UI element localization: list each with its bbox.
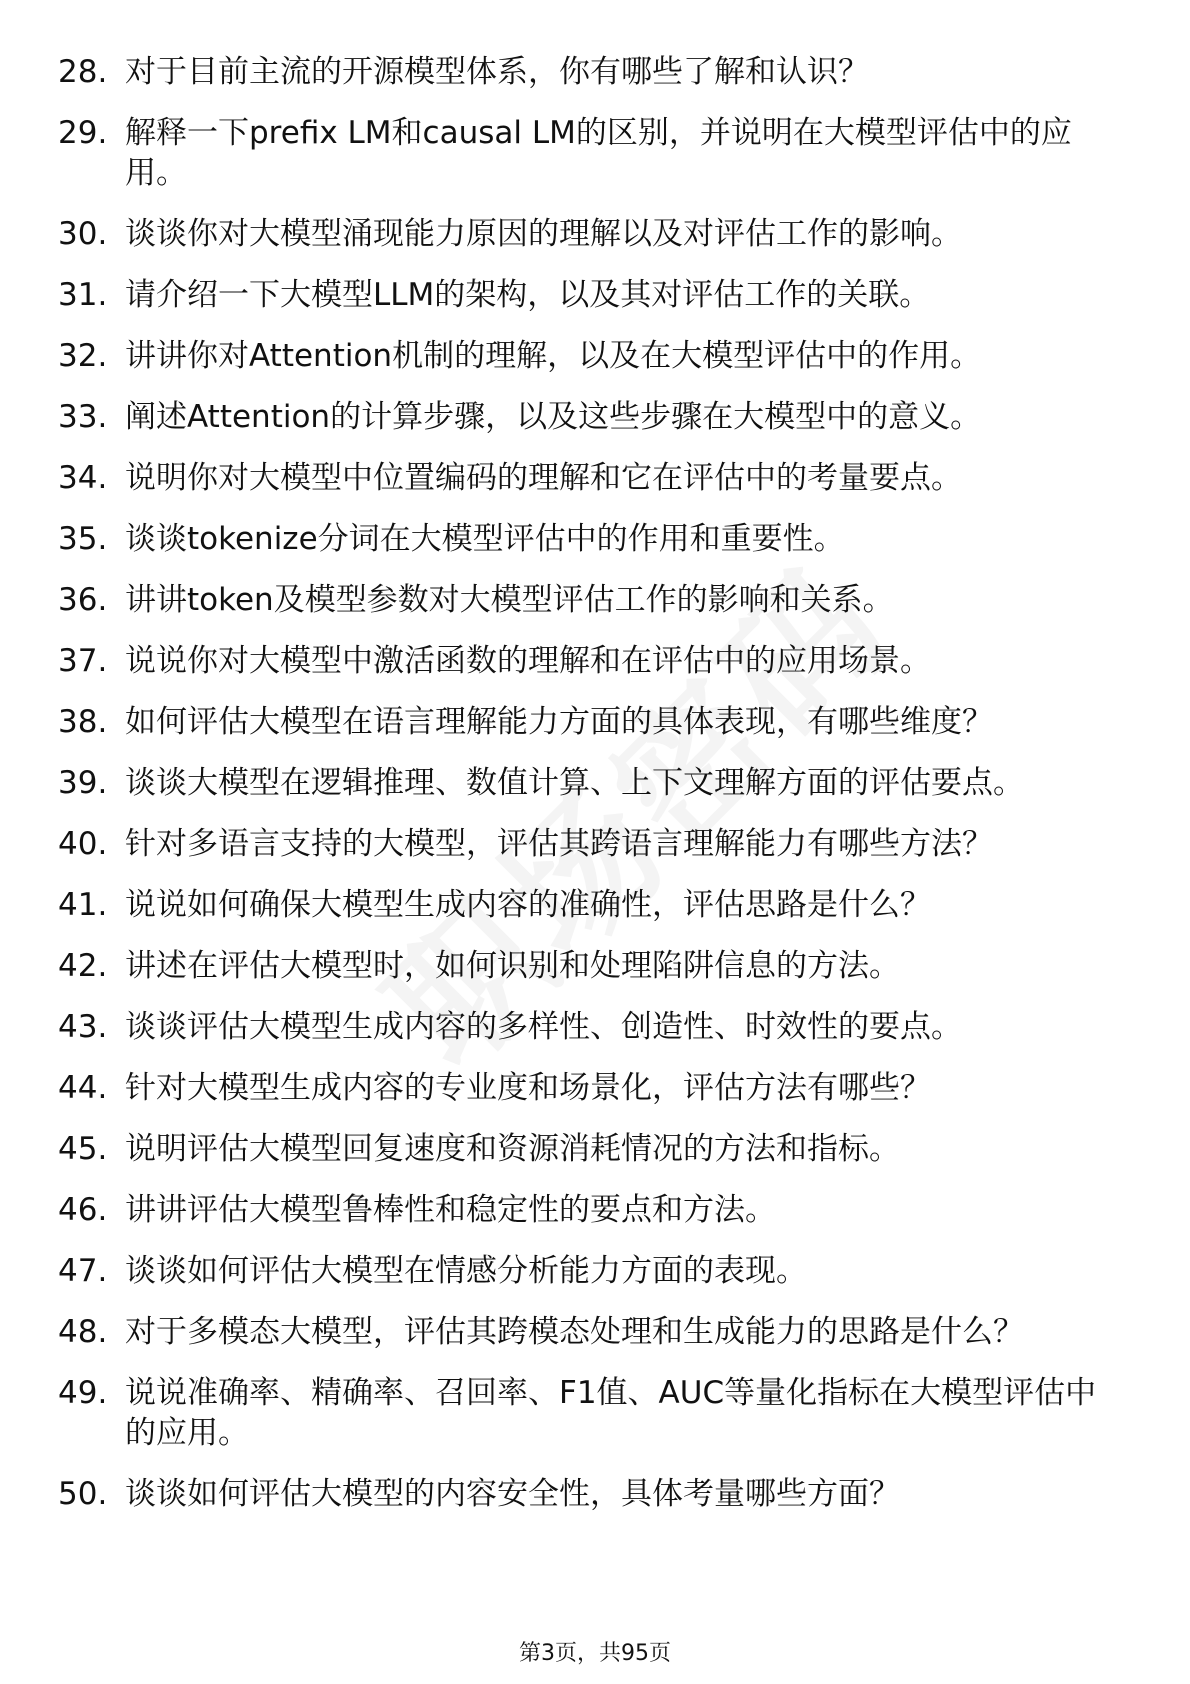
- question-text: 解释一下prefix LM和causal LM的区别，并说明在大模型评估中的应用。: [125, 115, 1072, 191]
- question-item-43: [58, 1007, 1128, 1047]
- question-item-39: [58, 763, 1128, 803]
- question-number: 49.: [58, 1375, 108, 1411]
- question-number: 28.: [58, 54, 108, 90]
- question-number: 40.: [58, 826, 108, 862]
- question-number: 31.: [58, 277, 108, 313]
- question-item-38: [58, 702, 1128, 742]
- question-item-30: [58, 214, 1128, 254]
- question-number: 43.: [58, 1009, 108, 1045]
- question-item-49: [58, 1373, 1128, 1453]
- question-item-35: [58, 519, 1128, 559]
- question-item-36: [58, 580, 1128, 620]
- question-item-48: [58, 1312, 1128, 1352]
- question-text: 对于目前主流的开源模型体系，你有哪些了解和认识？: [125, 54, 869, 90]
- question-text: 谈谈大模型在逻辑推理、数值计算、上下文理解方面的评估要点。: [125, 765, 1024, 801]
- question-text: 阐述Attention的计算步骤，以及这些步骤在大模型中的意义。: [125, 399, 982, 435]
- question-number: 48.: [58, 1314, 108, 1350]
- question-number: 38.: [58, 704, 108, 740]
- question-text: 谈谈如何评估大模型在情感分析能力方面的表现。: [125, 1253, 807, 1289]
- question-text: 讲讲评估大模型鲁棒性和稳定性的要点和方法。: [125, 1192, 776, 1228]
- question-text: 说说准确率、精确率、召回率、F1值、AUC等量化指标在大模型评估中的应用。: [125, 1375, 1097, 1451]
- question-number: 46.: [58, 1192, 108, 1228]
- question-number: 50.: [58, 1476, 108, 1512]
- question-text: 说说如何确保大模型生成内容的准确性，评估思路是什么？: [125, 887, 931, 923]
- page-indicator: 第3页，共95页: [519, 1641, 671, 1666]
- question-text: 谈谈如何评估大模型的内容安全性，具体考量哪些方面？: [125, 1476, 900, 1512]
- question-number: 29.: [58, 115, 108, 151]
- question-item-42: [58, 946, 1128, 986]
- question-text: 说说你对大模型中激活函数的理解和在评估中的应用场景。: [125, 643, 931, 679]
- question-item-32: [58, 336, 1128, 376]
- question-item-31: [58, 275, 1128, 315]
- question-item-47: [58, 1251, 1128, 1291]
- question-item-37: [58, 641, 1128, 681]
- question-item-29: [58, 113, 1128, 193]
- question-number: 41.: [58, 887, 108, 923]
- question-text: 讲讲你对Attention机制的理解，以及在大模型评估中的作用。: [125, 338, 982, 374]
- question-list: [58, 52, 1128, 1535]
- question-number: 44.: [58, 1070, 108, 1106]
- question-item-41: [58, 885, 1128, 925]
- question-number: 42.: [58, 948, 108, 984]
- question-item-44: [58, 1068, 1128, 1108]
- question-number: 47.: [58, 1253, 108, 1289]
- question-text: 针对多语言支持的大模型，评估其跨语言理解能力有哪些方法？: [125, 826, 993, 862]
- question-text: 请介绍一下大模型LLM的架构，以及其对评估工作的关联。: [125, 277, 931, 313]
- question-text: 如何评估大模型在语言理解能力方面的具体表现，有哪些维度？: [125, 704, 993, 740]
- question-number: 30.: [58, 216, 108, 252]
- question-number: 45.: [58, 1131, 108, 1167]
- question-text: 对于多模态大模型，评估其跨模态处理和生成能力的思路是什么？: [125, 1314, 1024, 1350]
- question-item-34: [58, 458, 1128, 498]
- question-number: 35.: [58, 521, 108, 557]
- question-item-50: [58, 1474, 1128, 1514]
- question-number: 36.: [58, 582, 108, 618]
- question-text: 谈谈你对大模型涌现能力原因的理解以及对评估工作的影响。: [125, 216, 962, 252]
- question-text: 讲述在评估大模型时，如何识别和处理陷阱信息的方法。: [125, 948, 900, 984]
- question-text: 说明评估大模型回复速度和资源消耗情况的方法和指标。: [125, 1131, 900, 1167]
- question-number: 37.: [58, 643, 108, 679]
- question-number: 32.: [58, 338, 108, 374]
- question-text: 针对大模型生成内容的专业度和场景化，评估方法有哪些？: [125, 1070, 931, 1106]
- question-number: 33.: [58, 399, 108, 435]
- question-item-33: [58, 397, 1128, 437]
- question-number: 39.: [58, 765, 108, 801]
- question-item-28: [58, 52, 1128, 92]
- question-item-45: [58, 1129, 1128, 1169]
- question-text: 谈谈tokenize分词在大模型评估中的作用和重要性。: [125, 521, 845, 557]
- question-text: 说明你对大模型中位置编码的理解和它在评估中的考量要点。: [125, 460, 962, 496]
- question-number: 34.: [58, 460, 108, 496]
- question-item-40: [58, 824, 1128, 864]
- question-item-46: [58, 1190, 1128, 1230]
- question-text: 讲讲token及模型参数对大模型评估工作的影响和关系。: [125, 582, 894, 618]
- question-text: 谈谈评估大模型生成内容的多样性、创造性、时效性的要点。: [125, 1009, 962, 1045]
